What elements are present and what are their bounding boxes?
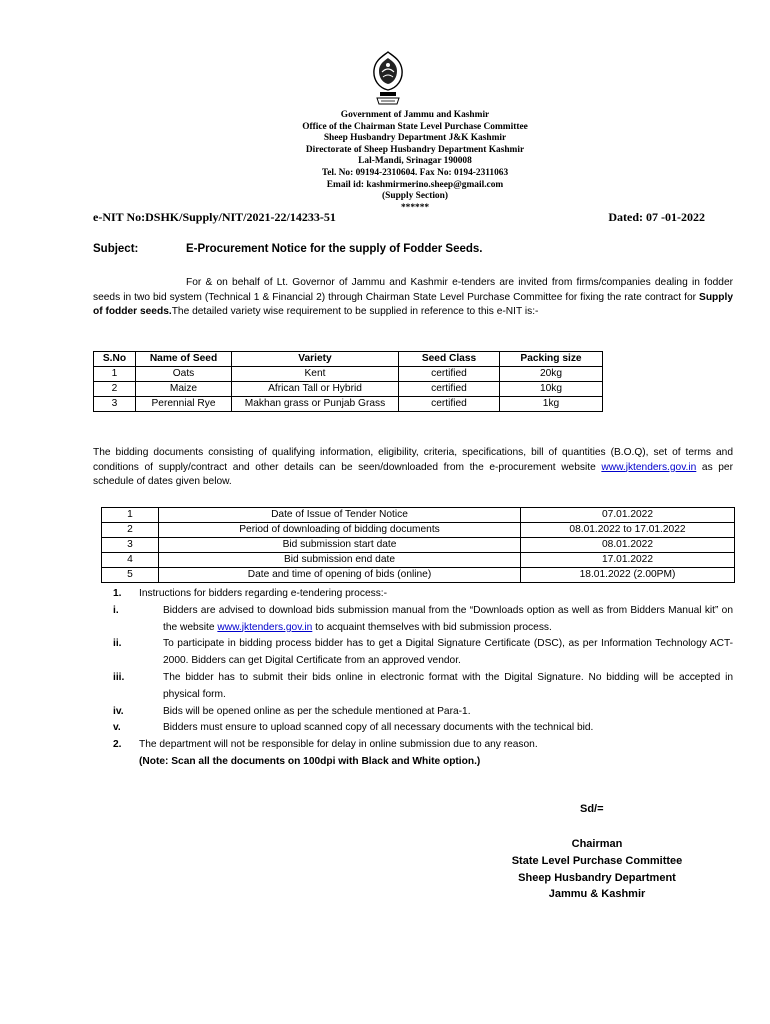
instruction-i-part1: Bidders are advised to download bids submission manual from the “Downloads option as well as from Bidders Manual kit” on the website — [163, 604, 733, 633]
instructions-list — [113, 586, 733, 771]
list-text: Bidders must ensure to upload scanned copy of all necessary documents with the technical bid. — [163, 722, 594, 734]
table-header-row — [94, 352, 603, 367]
list-item — [113, 670, 733, 704]
table-row — [102, 508, 735, 523]
intro-text-part2: The detailed variety wise requirement to be supplied in reference to this e-NIT is:- — [171, 306, 539, 318]
table-cell: 08.01.2022 to 17.01.2022 — [521, 523, 735, 538]
column-header: Packing size — [500, 352, 603, 367]
table-cell: 17.01.2022 — [521, 553, 735, 568]
table-cell: 3 — [102, 538, 159, 553]
table-row — [102, 553, 735, 568]
letterhead-line-section: (Supply Section) — [382, 191, 448, 202]
table-row — [94, 397, 603, 412]
table-cell: 1 — [94, 367, 136, 382]
letterhead-line-email: Email id: kashmirmerino.sheep@gmail.com — [326, 179, 504, 190]
list-text: The bidder has to submit their bids online in electronic format with the Digital Signature. No bidding will be accepted in physical form. — [163, 671, 733, 700]
signature-block — [492, 836, 702, 903]
signature-mark: Sd/= — [580, 803, 604, 815]
notice-date: Dated: 07 -01-2022 — [608, 210, 705, 224]
list-item — [113, 586, 733, 603]
table-cell: Bid submission end date — [159, 553, 521, 568]
instruction-i-part2: to acquaint themselves with bid submission process. — [312, 621, 552, 633]
table-cell: 1 — [102, 508, 159, 523]
list-number: ii. — [113, 638, 122, 650]
list-text: Bids will be opened online as per the schedule mentioned at Para-1. — [163, 705, 471, 717]
table-cell: Makhan grass or Punjab Grass — [232, 397, 399, 412]
letterhead-line-department: Sheep Husbandry Department J&K Kashmir — [323, 133, 507, 144]
table-cell: 4 — [102, 553, 159, 568]
table-row — [102, 568, 735, 583]
signatory-region: Jammu & Kashmir — [548, 888, 646, 901]
bidding-text-part2: as per schedule of dates given below. — [93, 461, 733, 488]
state-emblem-icon — [371, 50, 405, 108]
intro-text-bold: Supply of fodder seeds. — [93, 291, 733, 318]
list-text: The department will not be responsible for delay in online submission due to any reason. — [139, 739, 538, 751]
list-item — [113, 737, 733, 771]
table-cell: Date of Issue of Tender Notice — [159, 508, 521, 523]
table-cell: certified — [399, 397, 500, 412]
list-item — [113, 720, 733, 737]
bidding-documents-paragraph — [93, 446, 733, 490]
tender-schedule-table — [101, 507, 735, 583]
table-cell: Oats — [136, 367, 232, 382]
table-cell: certified — [399, 367, 500, 382]
table-cell: Kent — [232, 367, 399, 382]
table-cell: Bid submission start date — [159, 538, 521, 553]
letterhead-line-government: Government of Jammu and Kashmir — [340, 110, 490, 120]
letterhead-line-address: Lal-Mandi, Srinagar 190008 — [358, 156, 472, 167]
intro-text-part1: For & on behalf of Lt. Governor of Jammu and Kashmir e-tenders are invited from firms/companies dealing in fodder seeds in two bid system (Technical 1 & Financial 2) through Chairman State Level Purchase Committee for fixing the rate contract for — [93, 277, 733, 303]
bidding-text-part1: The bidding documents consisting of qualifying information, eligibility, criteria, specifications, bill of quantities (B.O.Q), set of terms and conditions of supply/contract and other details can be seen/downloaded from the e-procurement website — [93, 447, 733, 473]
jktenders-link[interactable]: www.jktenders.gov.in — [217, 621, 313, 633]
column-header: Seed Class — [399, 352, 500, 367]
subject-text: E-Procurement Notice for the supply of Fodder Seeds. — [186, 243, 483, 255]
table-cell: 10kg — [500, 382, 603, 397]
table-cell: 07.01.2022 — [521, 508, 735, 523]
table-cell: Maize — [136, 382, 232, 397]
signatory-department: Sheep Husbandry Department — [518, 871, 676, 884]
table-cell: 18.01.2022 (2.00PM) — [521, 568, 735, 583]
table-cell: 3 — [94, 397, 136, 412]
letterhead — [200, 110, 630, 214]
list-text: To participate in bidding process bidder has to get a Digital Signature Certificate (DSC), as per Information Technology ACT-2000. Bidders can get Digital Certificate from an approved vendor. — [163, 638, 733, 667]
letterhead-line-phone: Tel. No: 09194-2310604. Fax No: 0194-2311063 — [321, 167, 509, 178]
scan-note: (Note: Scan all the documents on 100dpi with Black and White option.) — [139, 755, 481, 767]
nit-number: e-NIT No:DSHK/Supply/NIT/2021-22/14233-51 — [93, 210, 336, 224]
table-cell: 20kg — [500, 367, 603, 382]
table-row — [94, 367, 603, 382]
table-row — [102, 523, 735, 538]
table-row — [94, 382, 603, 397]
table-cell: certified — [399, 382, 500, 397]
table-cell: Date and time of opening of bids (online) — [159, 568, 521, 583]
table-row — [102, 538, 735, 553]
table-cell: Perennial Rye — [136, 397, 232, 412]
table-cell: 1kg — [500, 397, 603, 412]
list-number: iv. — [113, 705, 124, 717]
seed-requirement-table — [93, 351, 603, 412]
list-item — [113, 603, 733, 637]
table-cell: 08.01.2022 — [521, 538, 735, 553]
table-cell: 5 — [102, 568, 159, 583]
table-cell: African Tall or Hybrid — [232, 382, 399, 397]
intro-paragraph — [93, 276, 733, 320]
list-number: 1. — [113, 588, 122, 599]
list-number: i. — [113, 604, 119, 616]
letterhead-line-office: Office of the Chairman State Level Purchase Committee — [302, 121, 528, 132]
signatory-title: Chairman — [571, 838, 623, 850]
table-cell: 2 — [94, 382, 136, 397]
list-text: Instructions for bidders regarding e-tendering process:- — [139, 588, 388, 599]
list-item — [113, 636, 733, 670]
list-number: iii. — [113, 671, 125, 683]
jktenders-link[interactable]: www.jktenders.gov.in — [601, 461, 697, 473]
column-header: S.No — [94, 352, 136, 367]
list-number: v. — [113, 722, 121, 734]
letterhead-divider: ****** — [400, 202, 430, 213]
column-header: Name of Seed — [136, 352, 232, 367]
table-cell: Period of downloading of bidding documents — [159, 523, 521, 538]
list-number: 2. — [113, 739, 122, 751]
table-cell: 2 — [102, 523, 159, 538]
letterhead-line-directorate: Directorate of Sheep Husbandry Department Kashmir — [305, 144, 525, 155]
list-item — [113, 704, 733, 721]
subject-label: Subject: — [93, 243, 139, 255]
reference-row — [93, 210, 705, 226]
column-header: Variety — [232, 352, 399, 367]
signatory-committee: State Level Purchase Committee — [511, 854, 683, 867]
list-text — [163, 603, 733, 637]
